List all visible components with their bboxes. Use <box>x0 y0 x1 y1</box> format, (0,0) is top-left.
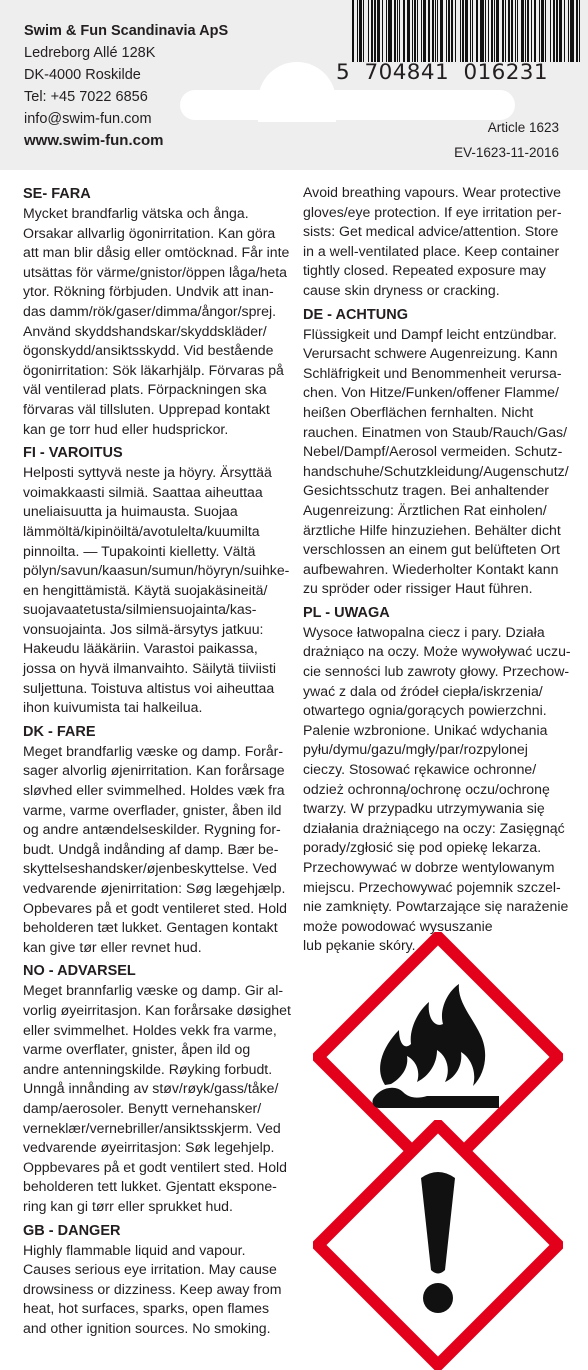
text-line: varme, varme overflader, gnister, åben ild <box>23 801 282 818</box>
barcode-bar <box>515 0 516 62</box>
barcode-bar <box>352 0 354 62</box>
barcode-bar <box>472 0 473 62</box>
text-line: Använd skyddshandskar/skyddskläder/ <box>23 322 267 339</box>
barcode-bar <box>374 0 376 62</box>
section-text <box>23 463 293 718</box>
text-line: Oppbevares på et godt ventilert sted. Hold <box>23 1158 288 1175</box>
barcode-bar <box>541 0 544 62</box>
barcode-bar <box>417 0 418 62</box>
text-line: lub pękanie skóry. <box>303 937 416 954</box>
text-line: Highly flammable liquid and vapour. <box>23 1241 246 1258</box>
text-line: verschlossen an einem gut belüfteten Ort <box>303 541 560 558</box>
barcode-bar <box>491 0 493 62</box>
barcode-bar <box>423 0 426 62</box>
barcode-bar <box>476 0 478 62</box>
text-line: og andre antændelseskilder. Rygning for- <box>23 821 281 838</box>
barcode-bar <box>488 0 489 62</box>
text-line: lämmöltä/kipinöiltä/avotulelta/kuumilta <box>23 522 260 539</box>
text-line: utsättas för värme/gnistor/öppen låga/heta <box>23 263 288 280</box>
text-line: vorlig øyeirritasjon. Kan forårsake døsighet <box>23 1001 291 1018</box>
barcode-bar <box>545 0 546 62</box>
barcode-bar <box>377 0 380 62</box>
barcode-bar <box>496 0 499 62</box>
text-line: vedvarende øyeirritasjon: Søk legehjelp. <box>23 1139 275 1156</box>
text-line: drowsiness or dizziness. Keep away from <box>23 1280 282 1297</box>
barcode-bar <box>494 0 495 62</box>
text-line: działania drażniącego na oczy: Zasięgnąć <box>303 819 565 836</box>
text-line: skyttelseshandsker/øjenbeskyttelse. Ved <box>23 860 277 877</box>
text-line: nie zamknięty. Powtarzające się narażenie <box>303 898 569 915</box>
text-line: and other ignition sources. No smoking. <box>23 1319 271 1336</box>
section-heading: SE- FARA <box>23 186 91 202</box>
barcode-bar <box>451 0 453 62</box>
text-line: väl ventilerad plats. Förpackningen ska <box>23 381 267 398</box>
text-line: Meget brandfarlig væske og damp. Forår- <box>23 742 284 759</box>
barcode-bar <box>368 0 369 62</box>
text-line: rauchen. Einatmen von Staub/Rauch/Gas/ <box>303 423 568 440</box>
label-header <box>0 0 588 170</box>
text-line: ihon kuivumista tai halkeilua. <box>23 699 203 716</box>
article-number: Article 1623 <box>487 120 559 135</box>
barcode-bar <box>579 0 580 62</box>
section-text <box>303 325 573 599</box>
barcode-bar <box>531 0 532 62</box>
text-line: otwartego ognia/gorących powierzchni. <box>303 702 547 719</box>
text-line: pölyn/savun/kaasun/sumun/höyryn/suihke- <box>23 562 290 579</box>
barcode-bar <box>388 0 392 62</box>
barcode-bar <box>505 0 506 62</box>
barcode-bar <box>470 0 471 62</box>
barcode-bar <box>403 0 405 62</box>
barcode-bar <box>485 0 486 62</box>
company-website: www.swim-fun.com <box>24 132 164 149</box>
warning-section <box>23 184 293 439</box>
text-line: Hakeudu lääkäriin. Varastoi paikassa, <box>23 640 258 657</box>
text-line: Meget brannfarlig væske og damp. Gir al- <box>23 982 284 999</box>
section-text <box>23 1241 293 1339</box>
barcode-bar <box>559 0 562 62</box>
company-email: info@swim-fun.com <box>24 111 152 127</box>
barcode-bar <box>570 0 574 62</box>
text-line: sløvhed eller svimmelhed. Holdes væk fra <box>23 782 285 799</box>
barcode-number: 5 704841 016231 <box>336 60 548 85</box>
text-line: ytor. Rökning förbjuden. Undvik att inan- <box>23 283 274 300</box>
section-text <box>303 183 573 301</box>
barcode-bar <box>446 0 447 62</box>
text-line: budt. Undgå indånding af damp. Bær be- <box>23 840 279 857</box>
text-line: beholderen tæt lukket. Gentagen kontakt <box>23 919 278 936</box>
barcode-bar <box>399 0 400 62</box>
text-line: pyłu/dymu/gazu/mgły/par/rozpylonej <box>303 741 528 758</box>
text-line: heat, hot surfaces, sparks, open flames <box>23 1300 269 1317</box>
text-line: handschuhe/Schutzkleidung/Augenschutz/ <box>303 462 569 479</box>
text-line: ywać z dala od źródeł ciepła/iskrzenia/ <box>303 682 543 699</box>
barcode-bar <box>568 0 569 62</box>
text-line: in a well-ventilated place. Keep container <box>303 242 560 259</box>
barcode-bar <box>357 0 358 62</box>
exclamation-hazard-icon <box>313 1120 563 1370</box>
text-line: varme overflater, gnister, åpen ild og <box>23 1041 251 1058</box>
text-line: eller svimmelhet. Holdes vekk fra varme, <box>23 1021 277 1038</box>
barcode <box>350 0 585 62</box>
barcode-bar <box>525 0 526 62</box>
text-line: Flüssigkeit und Dampf leicht entzündbar. <box>303 325 557 342</box>
text-line: suljettuna. Toistuva altistus voi aiheuttaa <box>23 679 275 696</box>
warning-column-right <box>303 183 573 960</box>
text-line: das damm/rök/gaser/dimma/ångor/sprej. <box>23 302 277 319</box>
company-name: Swim & Fun Scandinavia ApS <box>24 23 229 39</box>
section-heading: DK - FARE <box>23 723 96 740</box>
text-line: Schläfrigkeit und Benommenheit verursa- <box>303 364 562 381</box>
barcode-bar <box>397 0 398 62</box>
text-line: ögonirritation: Sök läkarhjälp. Förvaras på <box>23 361 284 378</box>
barcode-bar <box>435 0 436 62</box>
warning-column-left <box>23 184 293 1342</box>
text-line: ärztliche Hilfe hinzuziehen. Behälter dicht <box>303 521 561 538</box>
warning-section <box>23 722 293 958</box>
label-cutout-band <box>180 90 515 120</box>
text-line: förvaras väl tillsluten. Upprepad kontakt <box>23 400 270 417</box>
text-line: beholderen tett lukket. Gjentatt ekspone- <box>23 1178 277 1195</box>
text-line: heißen Oberflächen fernhalten. Nicht <box>303 403 534 420</box>
text-line: sists: Get medical advice/attention. Store <box>303 223 559 240</box>
section-heading: FI - VAROITUS <box>23 445 123 462</box>
text-line: Opbevares på et godt ventileret sted. Hold <box>23 899 288 916</box>
text-line: jossa on hyvä ilmanvaihto. Säilytä tiiviisti <box>23 660 277 677</box>
section-heading: PL - UWAGA <box>303 604 390 621</box>
text-line: uneliaisuutta ja huimausta. Suojaa <box>23 503 238 520</box>
text-line: aufbewahren. Wiederholter Kontakt kann <box>303 560 559 577</box>
company-phone: Tel: +45 7022 6856 <box>24 89 148 105</box>
text-line: miejscu. Przechowywać pojemnik szczel- <box>303 878 561 895</box>
text-line: kan give tør eller revnet hud. <box>23 938 202 955</box>
ev-code: EV-1623-11-2016 <box>454 145 559 160</box>
text-line: Orsakar allvarlig ögonirritation. Kan göra <box>23 224 276 241</box>
text-line: Avoid breathing vapours. Wear protective <box>303 184 562 200</box>
company-info <box>24 20 228 152</box>
text-line: odzież ochronną/ochronę oczu/ochronę <box>303 780 550 797</box>
text-line: drażniąco na oczy. Może wywoływać uczu- <box>303 643 571 660</box>
barcode-bar <box>521 0 524 62</box>
text-line: Causes serious eye irritation. May cause <box>23 1261 277 1278</box>
text-line: kan ge torr hud eller hudsprickor. <box>23 420 229 437</box>
barcode-bar <box>437 0 438 62</box>
text-line: cause skin dryness or cracking. <box>303 281 500 298</box>
text-line: Verursacht schwere Augenreizung. Kann <box>303 345 558 362</box>
text-line: Mycket brandfarlig vätska och ånga. <box>23 205 249 221</box>
barcode-bar <box>527 0 529 62</box>
text-line: porady/zgłosić się pod opiekę lekarza. <box>303 839 542 856</box>
barcode-bar <box>553 0 555 62</box>
section-text <box>23 204 293 439</box>
warning-section <box>23 961 293 1216</box>
barcode-bar <box>460 0 461 62</box>
barcode-bar <box>480 0 484 62</box>
barcode-bar <box>576 0 578 62</box>
section-heading: GB - DANGER <box>23 1222 121 1239</box>
text-line: Wysoce łatwopalna ciecz i pary. Działa <box>303 623 545 640</box>
barcode-bar <box>534 0 536 62</box>
barcode-bar <box>502 0 504 62</box>
warning-section <box>23 443 293 718</box>
company-city: DK-4000 Roskilde <box>24 67 141 83</box>
text-line: sager alvorlig øjenirritation. Kan forårsage <box>23 762 285 779</box>
text-line: vonsuojainta. Jos silmä-ärsytys jatkuu: <box>23 620 264 637</box>
text-line: Przechowywać w dobrze wentylowanym <box>303 859 555 875</box>
text-line: cie senności lub zawroty głowy. Przechow- <box>303 663 570 680</box>
text-line: suojavaatetusta/silmiensuojainta/kas- <box>23 601 257 618</box>
barcode-bar <box>382 0 383 62</box>
section-heading: DE - ACHTUNG <box>303 306 408 323</box>
text-line: twarzy. W przypadku utrzymywania się <box>303 800 545 817</box>
barcode-bar <box>386 0 387 62</box>
barcode-bar <box>455 0 456 62</box>
text-line: Nebel/Dampf/Aerosol vermeiden. Schutz- <box>303 443 563 460</box>
text-line: Palenie wzbronione. Unikać wdychania <box>303 721 548 738</box>
section-text <box>303 623 573 956</box>
warning-section <box>303 183 573 301</box>
text-line: vedvarende øjenirritation: Søg lægehjælp. <box>23 880 286 896</box>
text-line: pinnoilta. — Tupakointi kielletty. Vältä <box>23 542 256 559</box>
text-line: tightly closed. Repeated exposure may <box>303 262 546 279</box>
warning-section <box>303 305 573 599</box>
text-line: Gesichtsschutz tragen. Bei anhaltender <box>303 482 550 499</box>
barcode-bar <box>550 0 551 62</box>
barcode-bar <box>432 0 434 62</box>
barcode-bar <box>428 0 430 62</box>
text-line: Augenreizung: Ärztlichen Rat einholen/ <box>303 501 547 518</box>
barcode-bar <box>407 0 410 62</box>
text-line: gloves/eye protection. If eye irritation per- <box>303 203 562 220</box>
text-line: ögonskydd/ansiktsskydd. Vid bestående <box>23 342 274 359</box>
barcode-bar <box>371 0 373 62</box>
barcode-bar <box>564 0 565 62</box>
text-line: chen. Von Hitze/Funken/offener Flamme/ <box>303 384 559 401</box>
text-line: verneklær/vernebriller/ansiktsskjerm. Ved <box>23 1119 281 1136</box>
text-line: zu spröder oder rissiger Haut führen. <box>303 580 533 597</box>
barcode-bar <box>511 0 513 62</box>
warning-section <box>303 603 573 956</box>
text-line: może powodować wysuszanie <box>303 917 493 934</box>
warning-section <box>23 1221 293 1339</box>
barcode-bar <box>359 0 362 62</box>
barcode-bar <box>448 0 450 62</box>
text-line: voimakkaasti silmiä. Saattaa aiheuttaa <box>23 483 263 500</box>
text-line: att man blir dåsig eller omtöcknad. Får inte <box>23 244 290 261</box>
section-text <box>23 742 293 958</box>
text-line: damp/aerosoler. Benytt vernehansker/ <box>23 1099 262 1116</box>
barcode-bar <box>465 0 468 62</box>
barcode-bar <box>508 0 510 62</box>
company-street: Ledreborg Allé 128K <box>24 45 156 61</box>
text-line: andre antenningskilde. Røyking forbudt. <box>23 1060 273 1077</box>
section-text <box>23 981 293 1216</box>
barcode-bar <box>556 0 558 62</box>
barcode-bar <box>363 0 364 62</box>
barcode-bar <box>539 0 540 62</box>
barcode-bar <box>412 0 413 62</box>
text-line: en hengittämistä. Käytä suojakäsineitä/ <box>23 581 268 598</box>
barcode-bar <box>414 0 416 62</box>
text-line: Helposti syttyvä neste ja höyry. Ärsyttää <box>23 464 272 481</box>
text-line: Unngå innånding av støv/røyk/gass/tåke/ <box>23 1080 279 1097</box>
section-heading: NO - ADVARSEL <box>23 963 136 980</box>
barcode-bar <box>421 0 422 62</box>
text-line: ring kan gi tørr eller sprukket hud. <box>23 1197 233 1214</box>
barcode-bar <box>517 0 518 62</box>
barcode-bar <box>462 0 464 62</box>
text-line: cieczy. Stosować rękawice ochronne/ <box>303 761 537 778</box>
barcode-bar <box>394 0 396 62</box>
barcode-bar <box>440 0 443 62</box>
